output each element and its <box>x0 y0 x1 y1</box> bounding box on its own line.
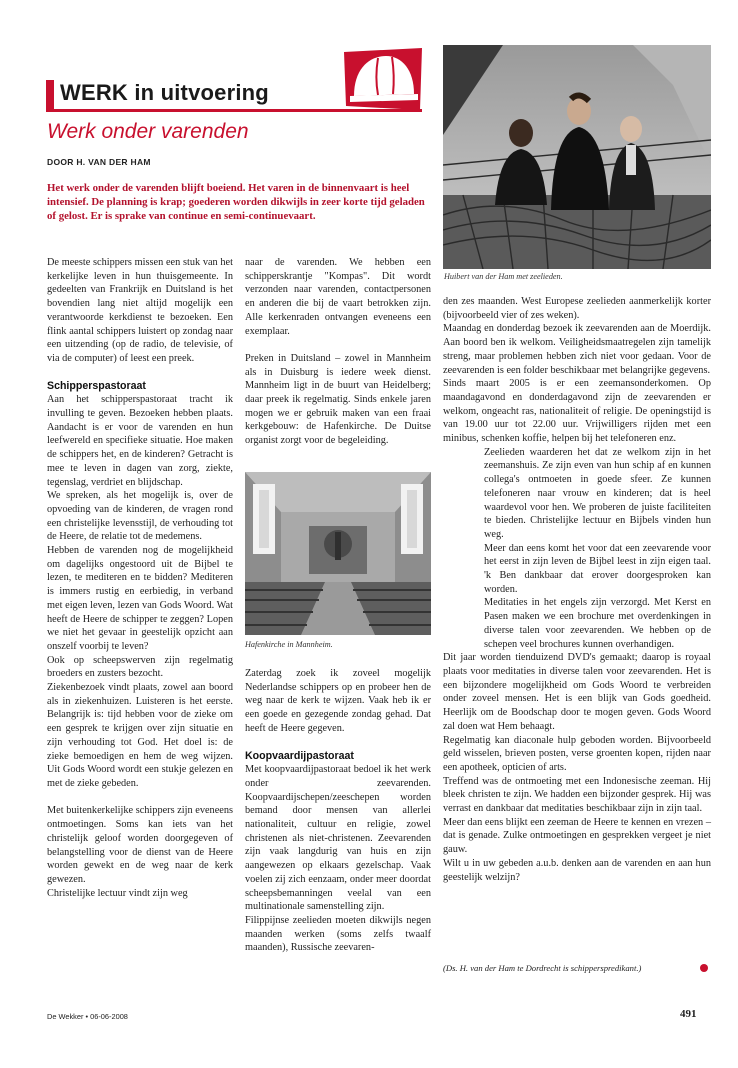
paragraph: Met koopvaardijpastoraat bedoel ik het werk onder zeevarenden. Koopvaardijschepen/zeeschepen worden bemand door mensen van allerlei nationaliteit, cultuur en religie, zowel christenen als niet-christenen. Zeevarenden zijn vaak langdurig van huis en zijn aangewezen op elkaars gezelschap. Vaak voelen zij zich eenzaam, onder meer doordat scheepsbemanningen veelal van een multinationale samenstelling zijn. <box>245 764 431 913</box>
end-mark-dot-icon <box>700 964 708 972</box>
paragraph: Meer dan eens komt het voor dat een zeevarende voor het eerst in zijn leven de Bijbel leest in zijn eigen taal. 'k Ben dankbaar dat erover doorgesproken kan worden. <box>484 542 711 595</box>
paragraph: De meeste schippers missen een stuk van het kerkelijke leven in hun thuisgemeente. In gedeelten van Frankrijk en Duitsland is het bovendien lang niet altijd mogelijk een verantwoorde kerkdienst te bezoeken. Een flink aantal schippers luistert op zondag naar een uitzending (op de radio, de televisie, of via de computer) of leest een preek. <box>47 257 233 364</box>
paragraph: We spreken, als het mogelijk is, over de opvoeding van de kinderen, de vragen rond een christelijke levensstijl, de verhouding tot de Heere, de relatie tot de medemens. <box>47 490 233 543</box>
section-title: WERK in uitvoering <box>60 80 269 105</box>
hard-hat-icon <box>340 44 424 112</box>
paragraph: Treffend was de ontmoeting met een Indonesische zeeman. Hij bleek christen te zijn. We hadden een bijzonder gesprek. Hij was verrast en dankbaar dat meditaties beschikbaar zijn in zijn taal. <box>443 775 711 815</box>
photo-church-interior <box>245 472 431 635</box>
article-title: Werk onder varenden <box>47 120 249 143</box>
paragraph: Meditaties in het engels zijn verzorgd. Met Kerst en Pasen maken we een brochure met overdenkingen in diverse talen voor zeevarenden. We hebben op de schepen veel brochures kunnen overhandigen. <box>484 597 711 650</box>
paragraph: Ziekenbezoek vindt plaats, zowel aan boord als in ziekenhuizen. Luisteren is het eerste. Belangrijk is: tijd hebben voor de zieke om een gesprek te krijgen over zijn situatie en zijn verhouding tot God. Het doel is: de zieke bemoedigen en hem de weg wijzen. Uit Gods Woord wordt een stukje gelezen en met de zieke gebeden. <box>47 682 233 789</box>
paragraph: Regelmatig kan diaconale hulp geboden worden. Bijvoorbeeld geld wisselen, brieven posten, verse groenten kopen, rijden naar een apotheek, opticien of arts. <box>443 734 711 773</box>
paragraph: Meer dan eens blijkt een zeeman de Heere te kennen en vrezen – dat is genade. Zulke ontmoetingen en gesprekken vergeet je niet gauw. <box>443 816 711 856</box>
page-number: 491 <box>680 1008 697 1020</box>
article-column-1 <box>47 256 233 900</box>
paragraph: Ook op scheepswerven zijn regelmatig broeders en zusters bezocht. <box>47 654 233 680</box>
paragraph: Zeelieden waarderen het dat ze welkom zijn in het zeemanshuis. Ze zijn even van hun schip af en kunnen collega's ontmoeten in goede sfeer. Ze kunnen telefoneren naar vrouw en kinderen; dat is heel waardevol voor hen. We proberen de juiste faciliteiten te bieden. Christelijke lectuur en Bijbels vinden hun weg. <box>484 446 711 540</box>
article-column-2-bottom <box>245 667 431 955</box>
paragraph: Hebben de varenden nog de mogelijkheid om dagelijks ongestoord uit de Bijbel te lezen, te mediteren en te bidden? Mediteren is immers rustig en eerbiedig, in verband met eigen leven, lezen van Gods Woord. Wat heeft de Heere de schipper te zeggen? Lopen we niet het gevaar in geestelijk opzicht aan onszelf voorbij te leven? <box>47 545 233 652</box>
photo-seamen <box>443 45 711 269</box>
article-column-2-top <box>245 256 431 448</box>
paragraph: Preken in Duitsland – zowel in Mannheim als in Duisburg is iedere week dienst. Mannheim ligt in de buurt van Heidelberg; daar preek ik regelmatig. Sinds enkele jaren mogen we er gebruik maken van een fraai kerkgebouw: de Hafenkirche. De Duitse organist zorgt voor de begeleiding. <box>245 352 431 447</box>
paragraph: Sinds maart 2005 is er een zeemansonderkomen. Op maandagavond en donderdagavond zijn de zeevarenden er welkom, ongeacht ras, nationaliteit of religie. De openingstijd is van 19.00 uur tot 22.00 uur. Vrijwilligers rijden met een minibus, schenken koffie, helpen bij het telefoneren enz. <box>443 378 711 445</box>
paragraph: Wilt u in uw gebeden a.u.b. denken aan de varenden en aan hun geestelijk welzijn? <box>443 857 711 883</box>
footer-publication: De Wekker • 06-06-2008 <box>47 1012 128 1021</box>
paragraph: Aan het schipperspastoraat tracht ik invulling te geven. Bezoeken hebben plaats. Aandacht is er voor de varenden en hun leefwereld en specifieke situatie. Hoe maken de schippers het, en de kinderen? Getracht is mee te leven in dagen van zorg, ziekte, tegenslag, verdriet en blijdschap. <box>47 394 233 488</box>
paragraph: Dit jaar worden tienduizend DVD's gemaakt; daarop is royaal plaats voor meditaties in diverse talen voor zeevarenden. Het is een bijzondere mogelijkheid om Gods Woord te verbreiden onder zoveel mensen. Het is een blijk van Gods goedheid. Heerlijk om de Boodschap door te mogen geven. Gods Woord zal doen wat Hem behaagt. <box>443 652 711 732</box>
paragraph: Filippijnse zeelieden moeten dikwijls negen maanden werken (soms zelfs twaalf maanden), Russische zeevaren- <box>245 914 431 954</box>
article-column-3 <box>443 295 711 884</box>
paragraph: Christelijke lectuur vindt zijn weg <box>47 887 188 899</box>
subheading-schipperspastoraat: Schipperspastoraat <box>47 380 146 393</box>
photo-seamen-caption: Huibert van der Ham met zeelieden. <box>444 272 563 281</box>
paragraph: Maandag en donderdag bezoek ik zeevarenden aan de Moerdijk. Aan boord ben ik welkom. Veiligheidsmaatregelen zijn tamelijk streng, maar problemen hebben zich niet voor gedaan. Voor de zeevarenden is een folder beschikbaar met belangrijke gegevens. <box>443 323 711 376</box>
intro-paragraph: Het werk onder de varenden blijft boeiend. Het varen in de binnenvaart is heel intensief. De planning is krap; goederen worden dikwijls in zeer korte tijd geladen of gelost. Er is sprake van continue en semi-continuevaart. <box>47 182 425 222</box>
author-signature: (Ds. H. van der Ham te Dordrecht is schipperspredikant.) <box>443 963 642 973</box>
paragraph: Met buitenkerkelijke schippers zijn eveneens ontmoetingen. Soms kan iets van het christelijk geloof worden doorgegeven of belangstelling voor de dienst van de Heere worden gewekt en de weg naar de kerk gewezen. <box>47 805 233 885</box>
subheading-koopvaardijpastoraat: Koopvaardijpastoraat <box>245 750 354 763</box>
photo-church-caption: Hafenkirche in Mannheim. <box>245 640 333 649</box>
paragraph: naar de varenden. We hebben een schipperskrantje "Kompas". Dit wordt verzonden naar varenden, contactpersonen en anderen die bij de vaart betrokken zijn. Alle kerkenraden ontvangen eveneens een exemplaar. <box>245 257 431 337</box>
paragraph: Zaterdag zoek ik zoveel mogelijk Nederlandse schippers op en probeer hen de weg naar de kerk te wijzen. Vaak heb ik er een goede en gezegende zondag gehad. Dat heeft de Heere gegeven. <box>245 668 431 734</box>
header-accent-edge <box>46 80 54 109</box>
byline: DOOR H. VAN DER HAM <box>47 157 151 167</box>
paragraph: den zes maanden. West Europese zeelieden aanmerkelijk korter (bijvoorbeeld vier of zes weken). <box>443 296 711 321</box>
